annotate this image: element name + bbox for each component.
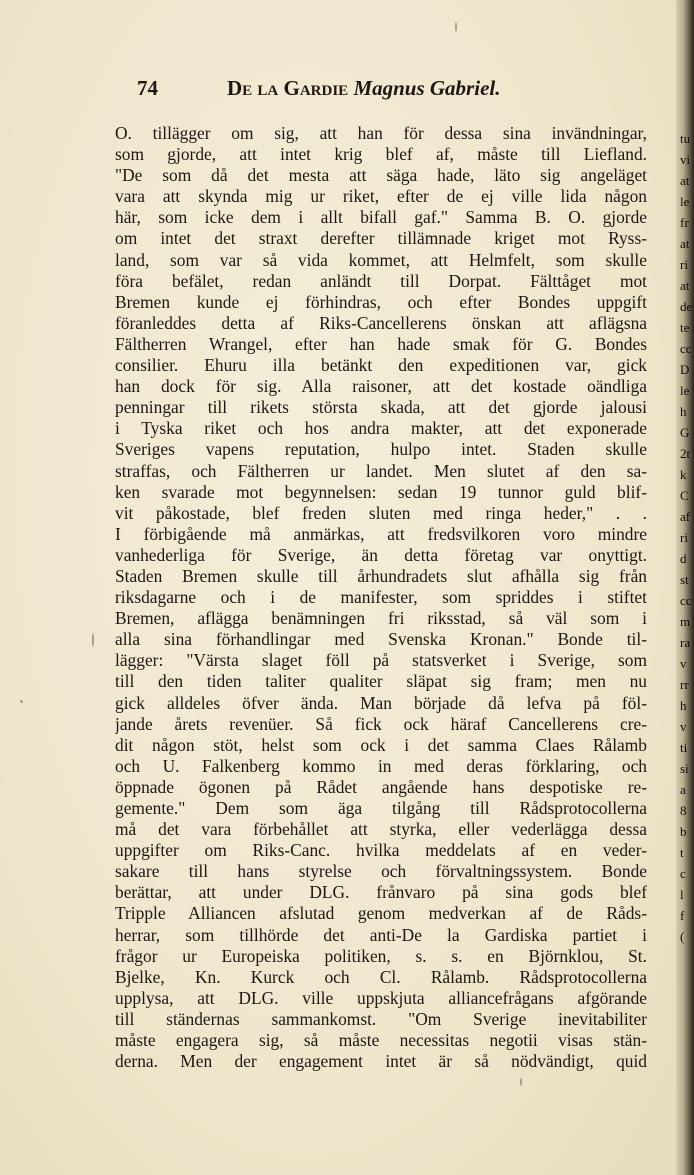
page-number: 74 xyxy=(137,76,158,100)
text-line: berättar, att under DLG. frånvaro på sina gods blef xyxy=(115,882,647,903)
margin-fragment: b xyxy=(680,824,687,839)
page-header xyxy=(137,76,657,106)
margin-fragment: tu xyxy=(680,131,691,146)
text-line: uppgifter om Riks-Canc. hvilka meddelats af en veder- xyxy=(115,840,647,861)
margin-fragment: m xyxy=(680,614,691,629)
margin-fragment: C xyxy=(680,488,689,503)
text-line: derna. Men der engagement intet är så nödvändigt, quid xyxy=(115,1051,647,1072)
text-line: vara att skynda mig ur riket, efter de ej ville lida någon xyxy=(115,186,647,207)
running-head-name: De la Gardie xyxy=(227,76,349,100)
margin-fragment: D xyxy=(680,362,690,377)
margin-fragment: ti xyxy=(680,740,688,755)
margin-fragment: ra xyxy=(680,635,691,650)
text-line: consilier. Ehuru illa betänkt den expeditionen var, gick xyxy=(115,355,647,376)
text-line: gick alldeles öfver ända. Man började då lefva på föl- xyxy=(115,692,647,713)
margin-fragment: G xyxy=(680,425,690,440)
text-line: gemente." Dem som äga tilgång till Rådsprotocollerna xyxy=(115,798,647,818)
text-line: ken svarade mot begynnelsen: sedan 19 tunnor guld blif- xyxy=(115,481,647,502)
margin-fragment: vi xyxy=(680,152,691,167)
text-line: herrar, som tillhörde det anti-De la Gardiska partiet i xyxy=(115,924,647,945)
margin-fragment: h xyxy=(680,404,687,419)
facing-page-fragments xyxy=(680,128,694,947)
paper-speck xyxy=(455,22,457,32)
margin-fragment: v xyxy=(680,656,687,671)
text-line: och U. Falkenberg kommo in med deras förklaring, och xyxy=(115,755,647,776)
text-line: O. tillägger om sig, att han för dessa sina invändningar, xyxy=(115,123,647,143)
text-line: I förbigående må anmärkas, att fredsvilkoren voro mindre xyxy=(115,523,647,544)
text-line: vanhederliga för Sverige, än detta företag var onyttigt. xyxy=(115,544,647,565)
margin-fragment: a xyxy=(680,782,686,797)
running-head-given-names: Magnus Gabriel. xyxy=(353,76,501,100)
text-line: föranleddes detta af Riks-Cancellerens önskan att aflägsna xyxy=(115,312,647,333)
text-line: straffas, och Fältherren ur landet. Men slutet af den sa- xyxy=(115,460,647,481)
text-line: penningar till rikets största skada, att det gjorde jalousi xyxy=(115,397,647,418)
text-line: här, som icke dem i allt bifall gaf." Samma B. O. gjorde xyxy=(115,207,647,228)
margin-fragment: ri xyxy=(680,257,688,272)
margin-fragment: d xyxy=(680,551,687,566)
text-line: om intet det straxt derefter tillämnade kriget mot Ryss- xyxy=(115,228,647,249)
margin-fragment: cc xyxy=(680,593,692,608)
margin-fragment: at xyxy=(680,236,690,251)
text-line: må det vara förbehållet att styrka, eller vederlägga dessa xyxy=(115,819,647,840)
margin-fragment: af xyxy=(680,509,691,524)
margin-fragment: 8 xyxy=(680,803,687,818)
margin-fragment: te xyxy=(680,320,690,335)
text-line: frågor ur Europeiska politiken, s. s. en Björnklou, St. xyxy=(115,945,647,966)
text-line: riksdagarne och i de manifester, som spriddes i stiftet xyxy=(115,587,647,608)
text-line: land, som var så vida kommet, att Helmfelt, som skulle xyxy=(115,249,647,270)
margin-fragment: c xyxy=(680,866,686,881)
paper-speck xyxy=(520,1078,522,1086)
margin-fragment: t xyxy=(680,845,684,860)
text-line: föra befälet, redan anländt till Dorpat. Fälttåget mot xyxy=(115,270,647,291)
text-line: upplysa, att DLG. ville uppskjuta alliancefrågans afgörande xyxy=(115,987,647,1008)
margin-fragment: v xyxy=(680,719,687,734)
margin-fragment: at xyxy=(680,173,690,188)
text-line: jande årets revenüer. Så fick ock häraf Cancellerens cre- xyxy=(115,713,647,734)
margin-fragment: l xyxy=(680,887,684,902)
text-line: i Tyska riket och hos andra makter, att det exponerade xyxy=(115,418,647,439)
text-line: Bremen kunde ej förhindras, och efter Bondes uppgift xyxy=(115,291,647,312)
paper-speck xyxy=(92,633,94,647)
text-line: Sveriges vapens reputation, hulpo intet. Staden skulle xyxy=(115,439,647,460)
margin-fragment: cc xyxy=(680,341,692,356)
margin-fragment: ri xyxy=(680,530,688,545)
text-line: Tripple Alliancen afslutad genom medverkan af de Råds- xyxy=(115,903,647,924)
text-line: vit påkostade, blef freden sluten med ringa heder," . . xyxy=(115,502,647,523)
text-line: till ständernas sammankomst. "Om Sverige inevitabiliter xyxy=(115,1008,647,1029)
margin-fragment: rr xyxy=(680,677,689,692)
text-line: öppnade ögonen på Rådet angående hans despotiske re- xyxy=(115,776,647,797)
margin-fragment: le xyxy=(680,383,690,398)
text-line: Bremen, aflägga benämningen fri riksstad, så väl som i xyxy=(115,608,647,629)
text-line: måste engagera sig, så måste necessitas negotii visas stän- xyxy=(115,1030,647,1051)
text-line: som gjorde, att intet krig blef af, måste till Liefland. xyxy=(115,144,647,165)
margin-fragment: h xyxy=(680,698,687,713)
margin-fragment: at xyxy=(680,278,690,293)
margin-fragment: st xyxy=(680,572,689,587)
running-head xyxy=(227,76,500,101)
body-text xyxy=(115,123,647,1072)
text-line: Fältherren Wrangel, efter han hade smak för G. Bondes xyxy=(115,333,647,354)
text-line: alla sina förhandlingar med Svenska Kronan." Bonde til- xyxy=(115,629,647,650)
paper-speck xyxy=(20,700,23,703)
margin-fragment: si xyxy=(680,761,689,776)
text-line: sakare till hans styrelse och förvaltningssystem. Bonde xyxy=(115,861,647,882)
text-line: lägger: "Värsta slaget föll på statsverket i Sverige, som xyxy=(115,650,647,671)
text-line: dit någon stöt, helst som ock i det samma Claes Rålamb xyxy=(115,734,647,755)
margin-fragment: f xyxy=(680,908,685,923)
margin-fragment: k xyxy=(680,467,687,482)
text-line: Staden Bremen skulle till århundradets slut afhålla sig från xyxy=(115,565,647,586)
margin-fragment: 2t xyxy=(680,446,691,461)
text-line: Bjelke, Kn. Kurck och Cl. Rålamb. Rådsprotocollerna xyxy=(115,966,647,987)
margin-fragment: ( xyxy=(680,929,685,944)
margin-fragment: le xyxy=(680,194,690,209)
text-line: till den tiden taliter qualiter släpat sig fram; men nu xyxy=(115,671,647,692)
margin-fragment: de xyxy=(680,299,693,314)
text-line: "De som då det mesta att säga hade, läto sig angeläget xyxy=(115,165,647,186)
margin-fragment: fr xyxy=(680,215,689,230)
text-line: han dock för sig. Alla raisoner, att det kostade oändliga xyxy=(115,376,647,397)
